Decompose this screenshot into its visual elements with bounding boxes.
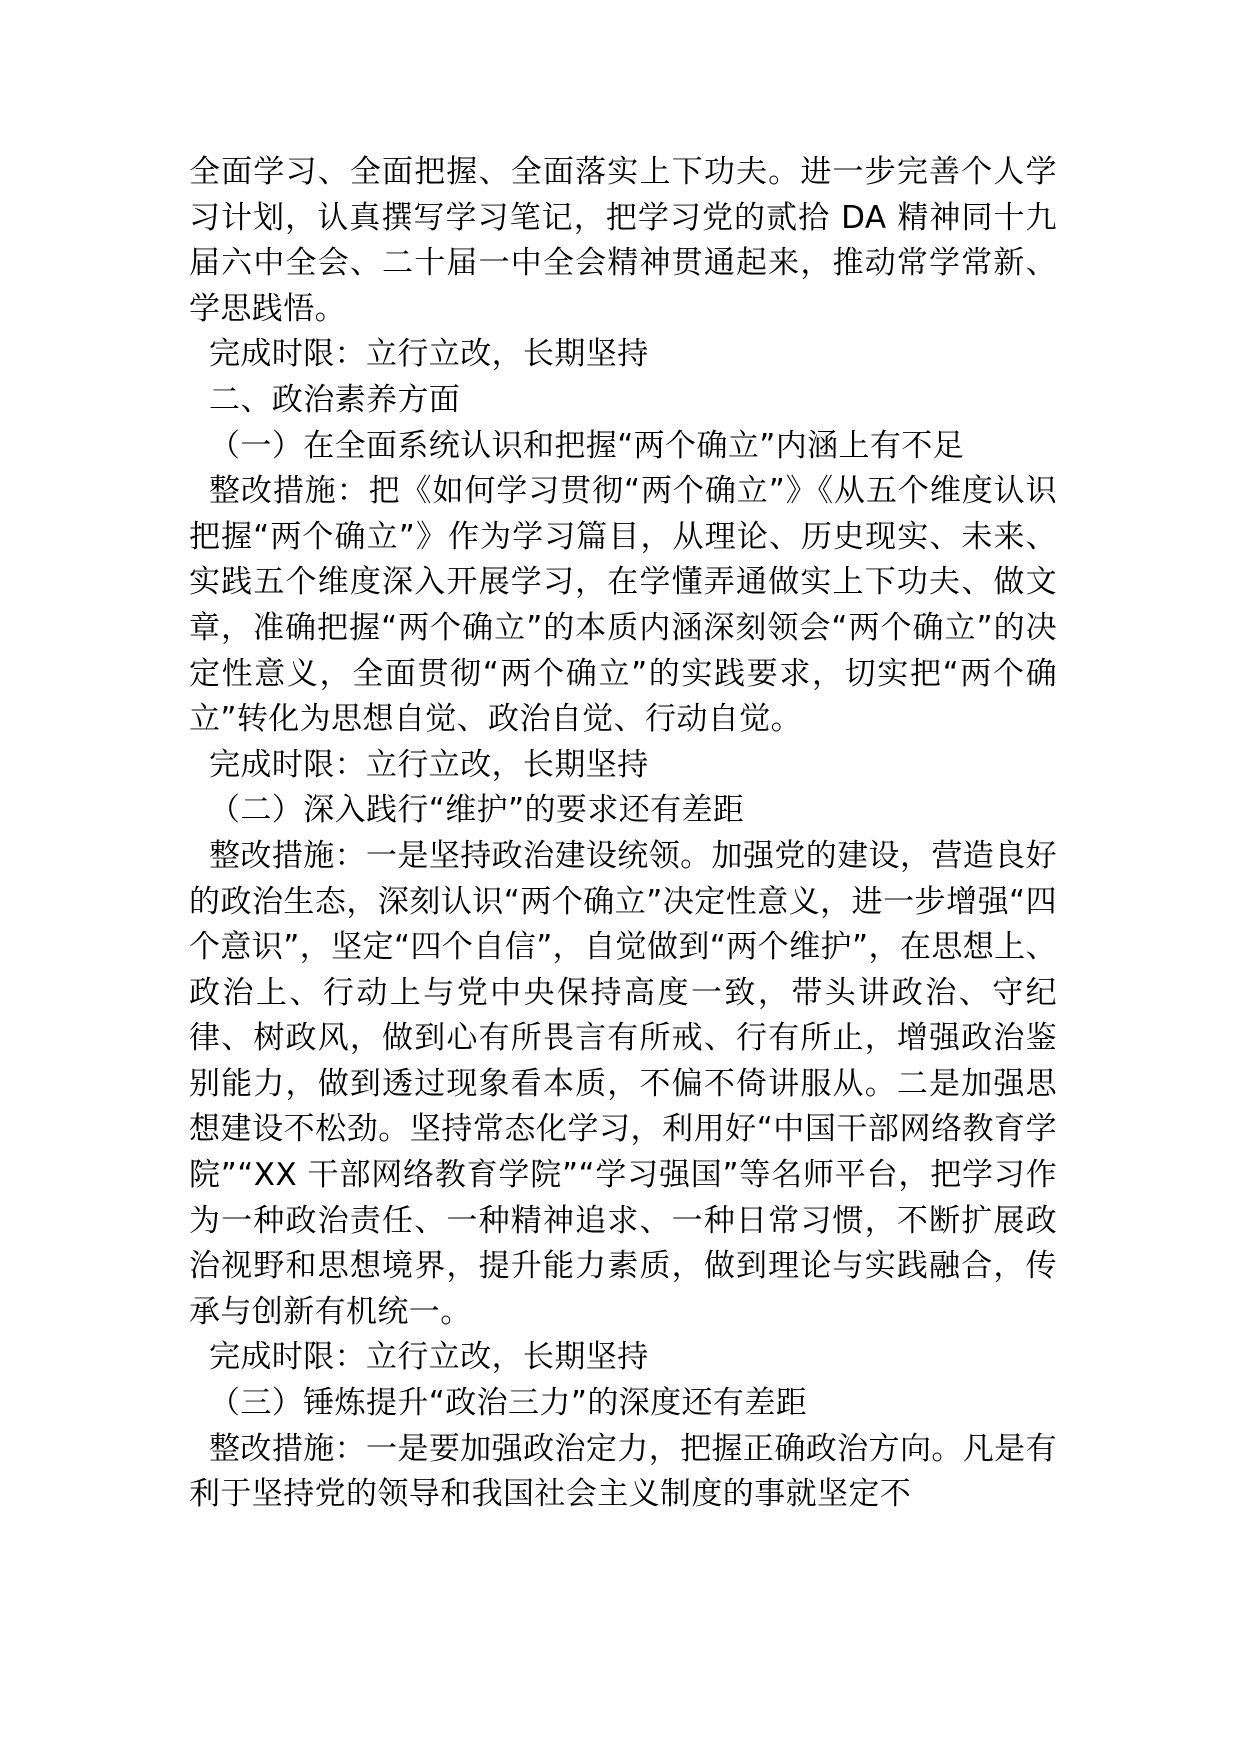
- paragraph-deadline-3: 完成时限：立行立改，长期坚持: [209, 1339, 649, 1376]
- paragraph-deadline-1: 完成时限：立行立改，长期坚持: [209, 336, 649, 373]
- section-heading-political-literacy: 二、政治素养方面: [209, 381, 461, 418]
- paragraph-study-plan: 全面学习、全面把握、全面落实上下功夫。进一步完善个人学习计划，认真撰写学习笔记，把学习党的贰拾 DA 精神同十九届六中全会、二十届一中全会精神贯通起来，推动常学常新、学思践悟。: [189, 154, 1057, 327]
- paragraph-measures-3: 整改措施：一是要加强政治定力，把握正确政治方向。凡是有利于坚持党的领导和我国社会主义制度的事就坚定不: [189, 1430, 1057, 1513]
- paragraph-measures-2: 整改措施：一是坚持政治建设统领。加强党的建设，营造良好的政治生态，深刻认识“两个确立”决定性意义，进一步增强“四个意识”，坚定“四个自信”，自觉做到“两个维护”，在思想上、政治上、行动上与党中央保持高度一致，带头讲政治、守纪律、树政风，做到心有所畏言有所戒、行有所止，增强政治鉴别能力，做到透过现象看本质，不偏不倚讲服从。二是加强思想建设不松劲。坚持常态化学习，利用好“中国干部网络教育学院”“XX 干部网络教育学院”“学习强国”等名师平台，把学习作为一种政治责任、一种精神追求、一种日常习惯，不断扩展政治视野和思想境界，提升能力素质，做到理论与实践融合，传承与创新有机统一。: [189, 837, 1057, 1330]
- document-body: [189, 150, 1057, 1518]
- paragraph-deadline-2: 完成时限：立行立改，长期坚持: [209, 746, 649, 783]
- subheading-issue-1: （一）在全面系统认识和把握“两个确立”内涵上有不足: [209, 427, 965, 464]
- paragraph-measures-1: 整改措施：把《如何学习贯彻“两个确立”》《从五个维度认识把握“两个确立”》作为学习篇目，从理论、历史现实、未来、实践五个维度深入开展学习，在学懂弄通做实上下功夫、做文章，准确把握“两个确立”的本质内涵深刻领会“两个确立”的决定性意义，全面贯彻“两个确立”的实践要求，切实把“两个确立”转化为思想自觉、政治自觉、行动自觉。: [189, 473, 1057, 738]
- subheading-issue-2: （二）深入践行“维护”的要求还有差距: [209, 792, 745, 829]
- subheading-issue-3: （三）锤炼提升“政治三力”的深度还有差距: [209, 1385, 808, 1422]
